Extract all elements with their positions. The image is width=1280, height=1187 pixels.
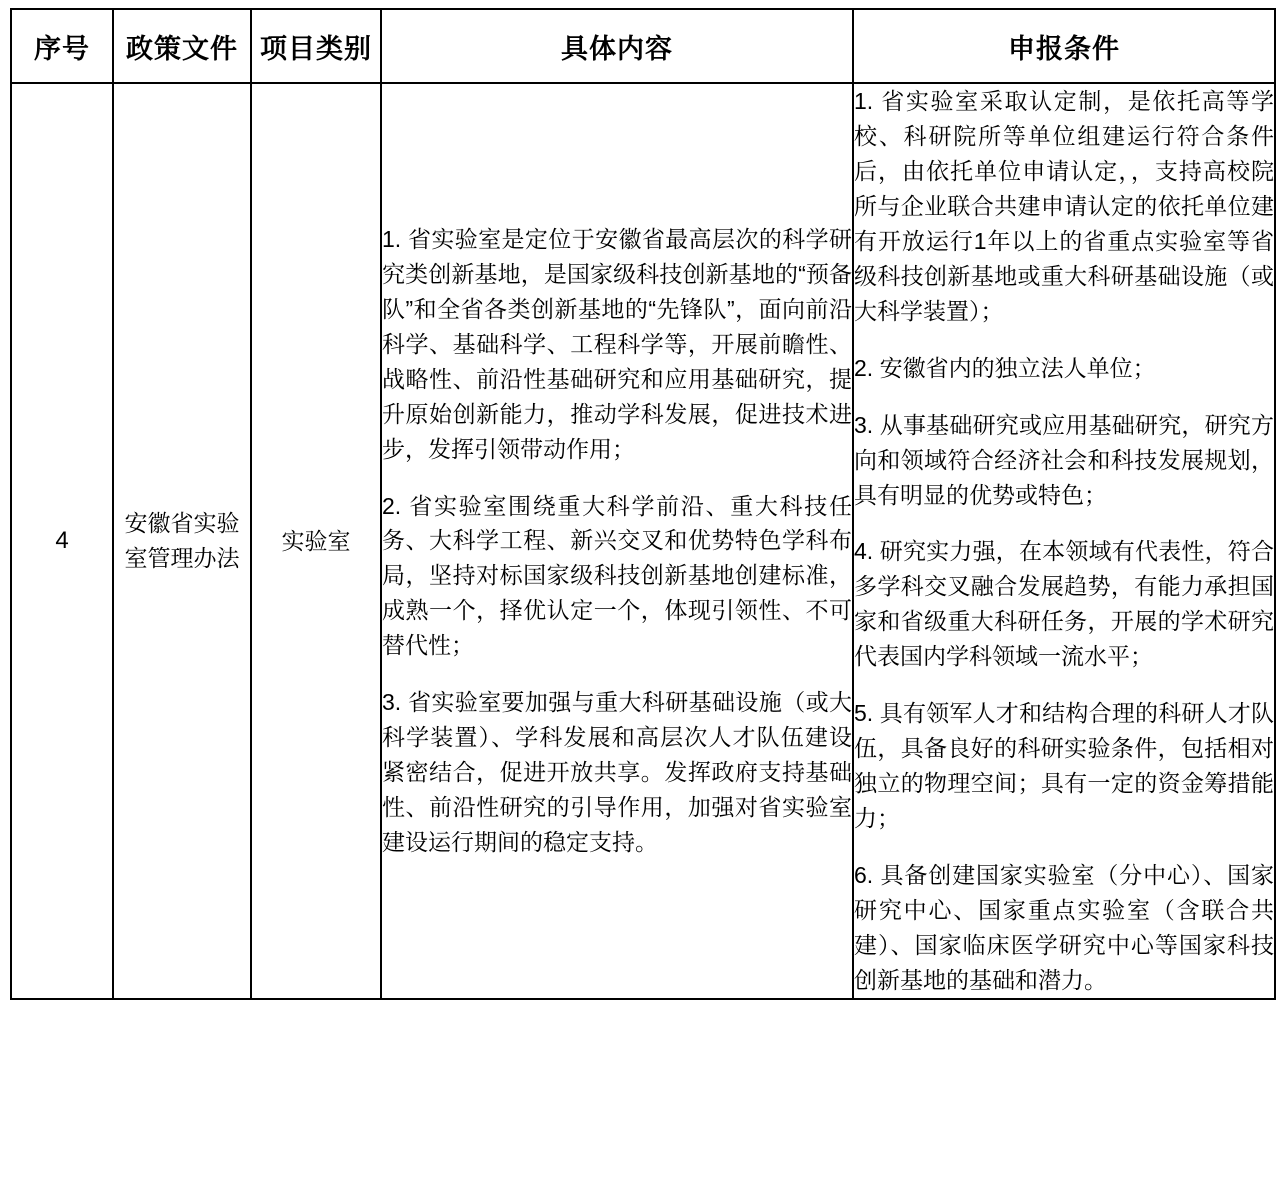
condition-paragraph-1: 1. 省实验室采取认定制，是依托高等学校、科研院所等单位组建运行符合条件后，由依托单位申请认定，，支持高校院所与企业联合共建申请认定的依托单位建有开放运行1年以上的省重点实验室等省级科技创新基地或重大科研基础设施（或大科学装置）；: [854, 88, 1274, 324]
condition-paragraph-2: 2. 安徽省内的独立法人单位；: [854, 354, 1156, 381]
cell-application-conditions: [853, 83, 1275, 999]
table-row: [11, 83, 1275, 999]
policy-table: [10, 8, 1276, 1000]
condition-paragraph-4: 4. 研究实力强，在本领域有代表性，符合多学科交叉融合发展趋势，有能力承担国家和省级重大科研任务，开展的学术研究代表国内学科领域一流水平；: [854, 538, 1274, 670]
column-header-application-conditions: 申报条件: [853, 9, 1275, 83]
condition-paragraph-6: 6. 具备创建国家实验室（分中心）、国家研究中心、国家重点实验室（含联合共建）、国家临床医学研究中心等国家科技创新基地的基础和潜力。: [854, 862, 1274, 993]
condition-paragraph-3: 3. 从事基础研究或应用基础研究，研究方向和领域符合经济社会和科技发展规划，具有明显的优势或特色；: [854, 411, 1274, 508]
column-header-specific-content: 具体内容: [381, 9, 853, 83]
cell-sequence: 4: [11, 83, 113, 999]
column-header-sequence: 序号: [11, 9, 113, 83]
content-paragraph-2: 2. 省实验室围绕重大科学前沿、重大科技任务、大科学工程、新兴交叉和优势特色学科布局，坚持对标国家级科技创新基地创建标准，成熟一个，择优认定一个，体现引领性、不可替代性；: [382, 492, 852, 659]
cell-policy-document: 安徽省实验室管理办法: [113, 83, 251, 999]
condition-paragraph-5: 5. 具有领军人才和结构合理的科研人才队伍，具备良好的科研实验条件，包括相对独立的物理空间；具有一定的资金筹措能力；: [854, 700, 1274, 832]
cell-project-category: 实验室: [251, 83, 381, 999]
table-body: [11, 83, 1275, 999]
column-header-policy-document: 政策文件: [113, 9, 251, 83]
column-header-project-category: 项目类别: [251, 9, 381, 83]
content-paragraph-3: 3. 省实验室要加强与重大科研基础设施（或大科学装置）、学科发展和高层次人才队伍建设紧密结合，促进开放共享。发挥政府支持基础性、前沿性研究的引导作用，加强对省实验室建设运行期间的稳定支持。: [382, 689, 852, 856]
content-paragraph-1: 1. 省实验室是定位于安徽省最高层次的科学研究类创新基地，是国家级科技创新基地的“预备队”和全省各类创新基地的“先锋队”，面向前沿科学、基础科学、工程科学等，开展前瞻性、战略性、前沿性基础研究和应用基础研究，提升原始创新能力，推动学科发展，促进技术进步，发挥引领带动作用；: [382, 225, 852, 462]
table-header-row: [11, 9, 1275, 83]
cell-specific-content: [381, 83, 853, 999]
table-header: [11, 9, 1275, 83]
